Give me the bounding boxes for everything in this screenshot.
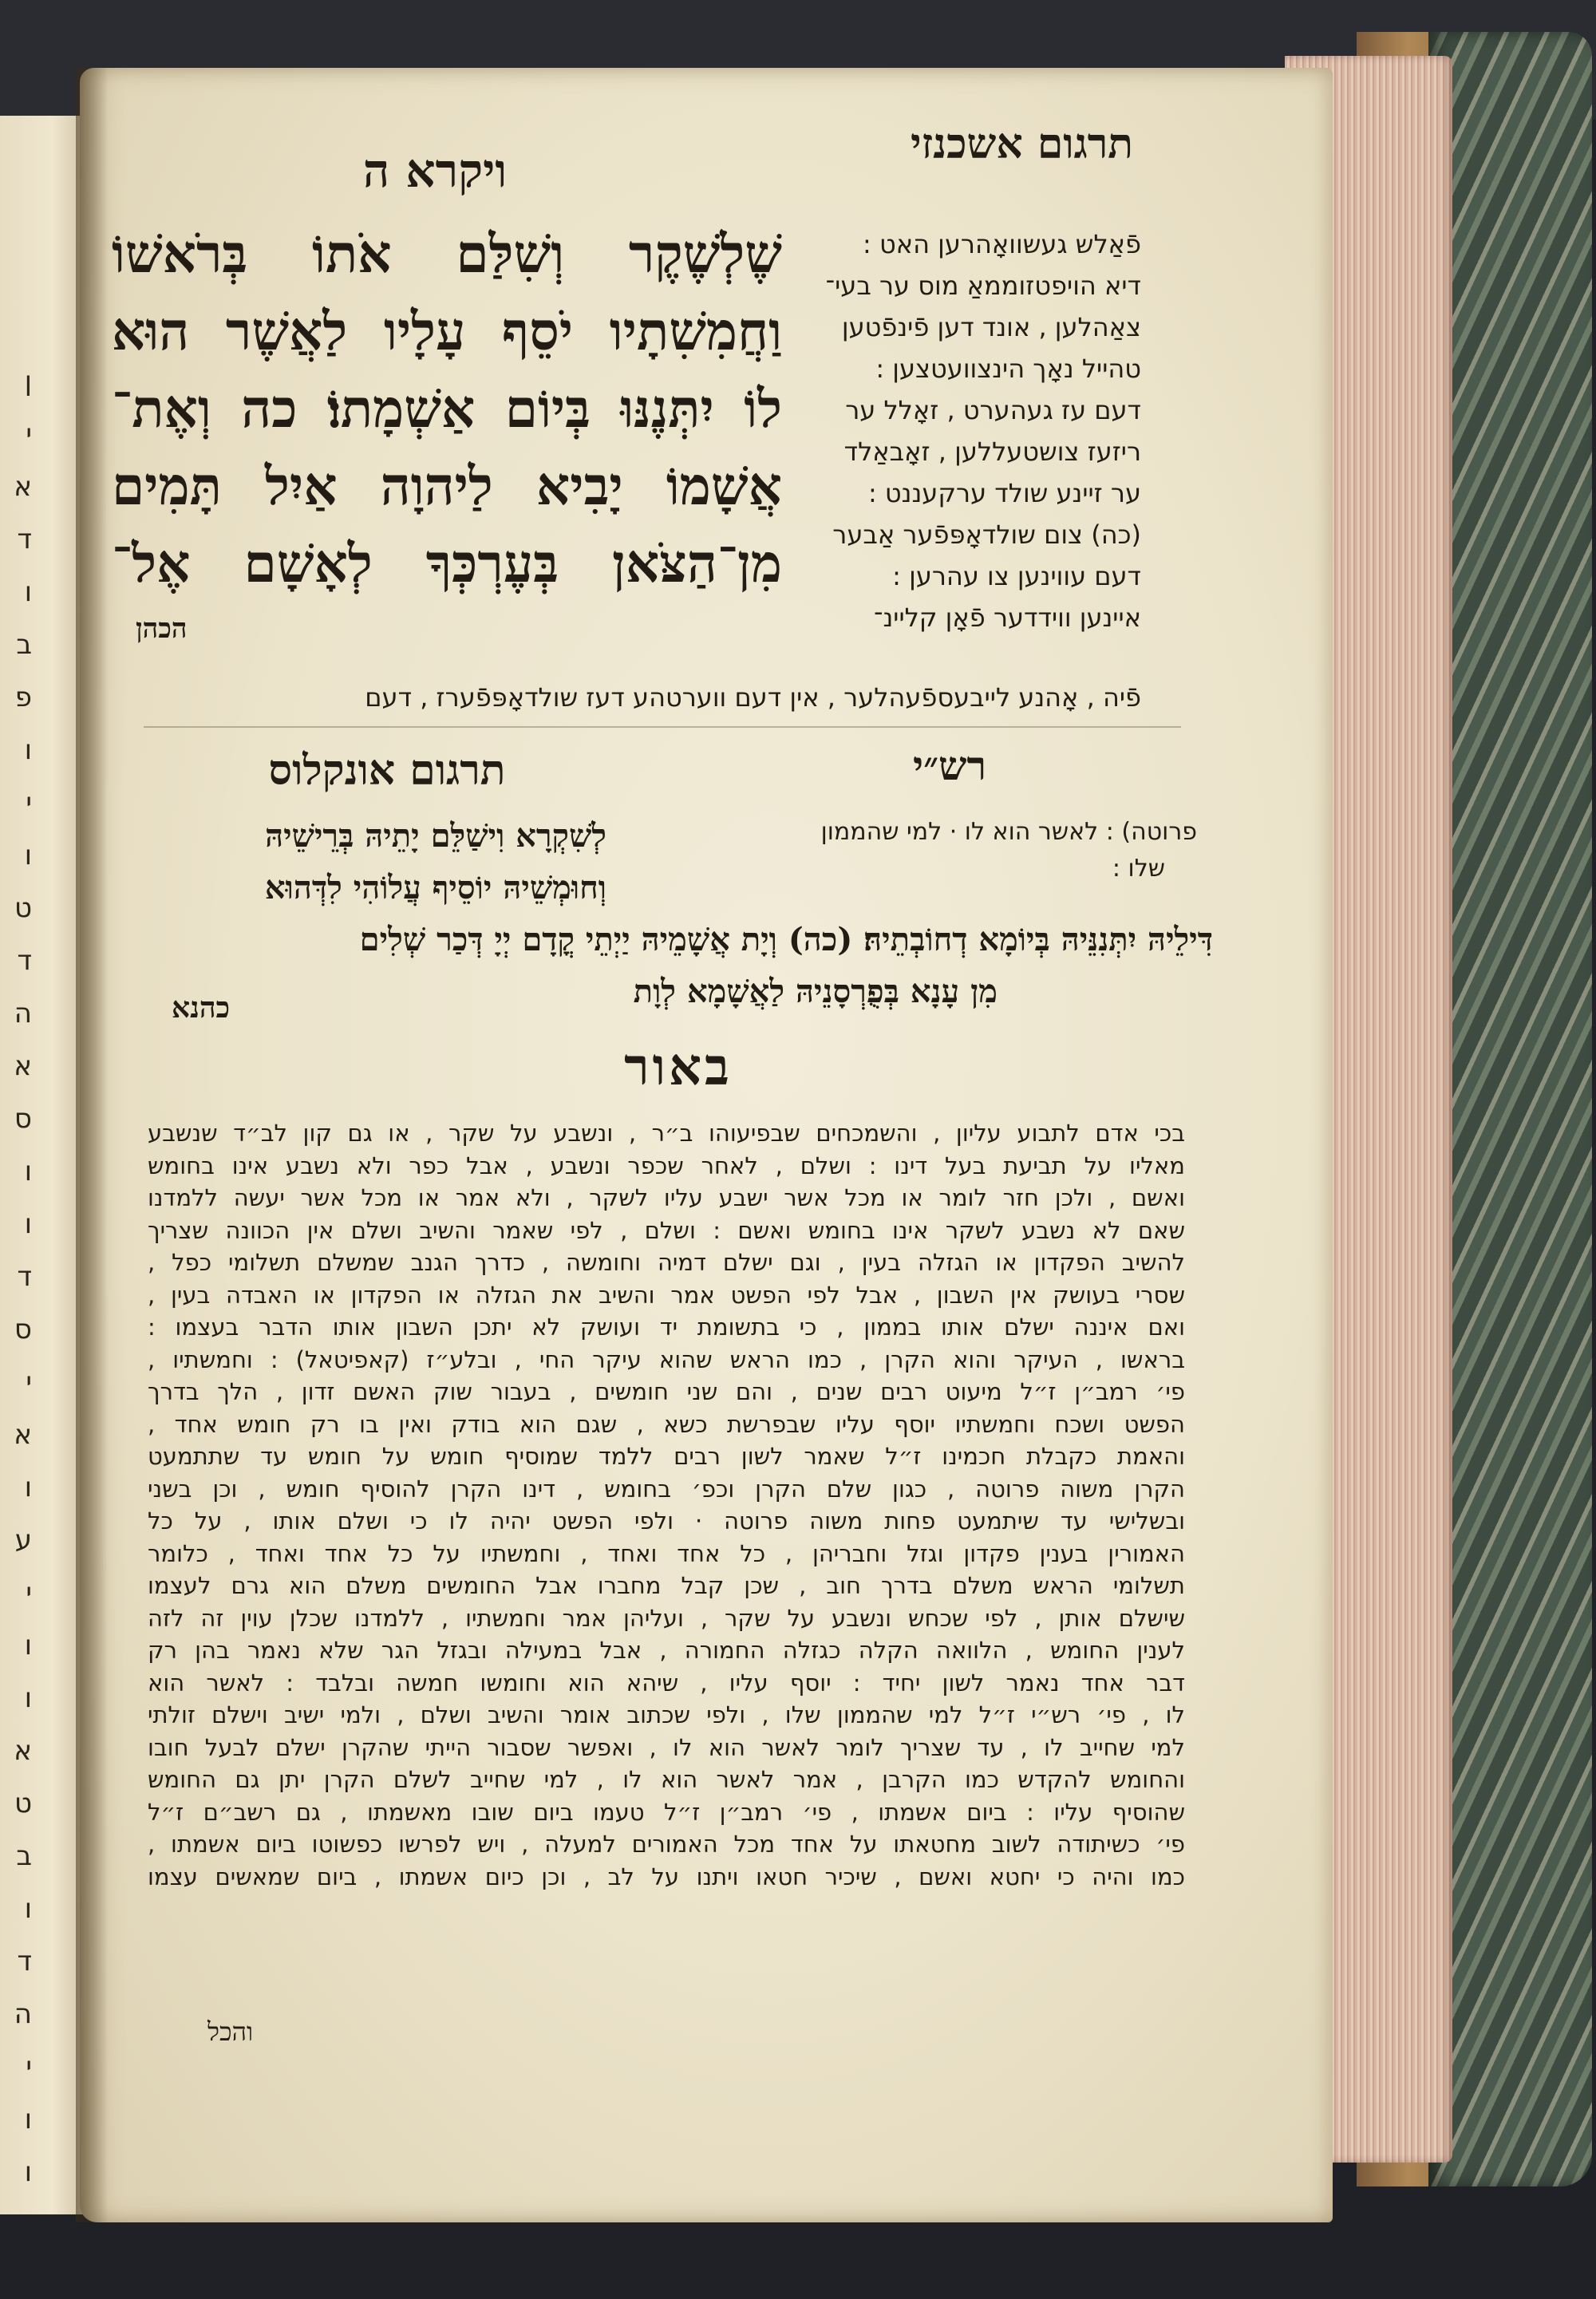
facing-page-letter: י bbox=[26, 2051, 32, 2083]
facing-page-letter: י bbox=[26, 1366, 32, 1398]
facing-page-letter: ד bbox=[17, 945, 32, 977]
german-line: פֿאַלש געשוואָהרען האט : bbox=[862, 229, 1141, 259]
facing-page-edge bbox=[0, 116, 88, 2214]
rashi-line: פרוטה) : לאשר הוא לו · למי שהממון bbox=[820, 818, 1197, 846]
biur-line: דבר אחד נאמר לשון יחיד : יוסף עליו , שיהא הוא וחומשו חמשה ובלבד : לאשר הוא bbox=[148, 1669, 1185, 1697]
facing-page-letter: ה bbox=[14, 997, 32, 1029]
onkelos-line: וְחוּמְשֵׁיהּ יוֹסֵיף עֲלוֹהִי לִדְּהוּא bbox=[264, 869, 606, 907]
onkelos-upper bbox=[160, 810, 606, 914]
biur-line: בכי אדם לתבוע עליון , והשמכחים שבפיעוהו ב״ר , ונשבע על שקר , או גם קון לב״ד שנשבע bbox=[148, 1120, 1185, 1147]
biur-line: למי שחייב לו , עד שצריך לומר לאשר הוא לו , ואפשר שסבור הייתי שהקרן ישלם לבעל חובו bbox=[148, 1733, 1185, 1761]
facing-page-letter: ד bbox=[17, 1261, 32, 1293]
biur-line: להשיב הפקדון או הגזלה בעין , וגם ישלם דמיה וחומשה , כדרך הגנב שמשלם תשלומי כפל , bbox=[148, 1249, 1185, 1276]
german-line: דעם עז געהערט , זאָלל ער bbox=[845, 395, 1141, 425]
facing-page-letter: ב bbox=[16, 629, 32, 661]
biur-line: והחומש להקדש כמו הקרבן , אמר לאשר הוא לו , למי שחייב לשלם הקרן יתן גם החומש bbox=[148, 1766, 1185, 1793]
german-translation-column bbox=[798, 223, 1141, 638]
rashi-line: שלו : bbox=[1112, 855, 1165, 883]
facing-page-letter: ט bbox=[14, 1787, 32, 1819]
facing-page-letter: ו bbox=[24, 1893, 32, 1925]
facing-page-letter: ן bbox=[24, 365, 32, 397]
biur-line: מאליו על תביעת בעל דינו : ושלם , לאחר שכפר ונשבע , אבל כפר ולא נשבע אינו בחומש bbox=[148, 1151, 1185, 1179]
verse-line: שֶׁלְשֶׁקֶר וְשִׁלַּם אֹתוֹ בְּרֹאשׁוֹ bbox=[112, 223, 782, 285]
biur-line: והאמת כקבלת חכמינו ז״ל שאמר לשון רבים ללמד שמוסיף חומש על חומש עד שתתמעט bbox=[148, 1443, 1185, 1470]
biur-line: לענין החומש , הלוואה הקלה כגזלה החמורה , אבל במעילה ובגזל הגר שלא נאמר בהן רק bbox=[148, 1637, 1185, 1664]
onkelos-line: דִּילֵיהּ יִתְּנִנֵּיהּ בְּיוֹמָא דְחוֹבְתֵיהּ׃ (כה) וְיָת אֲשָׁמֵיהּ יַיְתֵי קֳדָם יְיָ דְּכַר שְׁלִים bbox=[359, 921, 1213, 958]
facing-page-letter: א bbox=[14, 1735, 32, 1767]
german-line: דיא הויפטזוממאַ מוס ער בעי־ bbox=[825, 271, 1141, 301]
marbled-cover bbox=[1428, 32, 1592, 2186]
biur-line: כמו והיה כי יחטא ואשם , שיכיר חטאו ויתנו על לב , וכן כיום אשמתו , ביום שמאשים עצמו bbox=[148, 1863, 1185, 1890]
german-line: איינען ווידדער פֿאָן קליינ־ bbox=[873, 602, 1141, 633]
onkelos-line: לְשִׁקְרָא וִישַׁלֵּם יָתֵיהּ בְּרֵישֵׁיהּ bbox=[265, 817, 606, 855]
facing-page-letter: ו bbox=[24, 2103, 32, 2135]
gutter-shadow bbox=[76, 68, 108, 2222]
running-header-vayikra: ויקרא ה bbox=[362, 144, 508, 198]
facing-page-letter: ו bbox=[24, 1682, 32, 1714]
facing-page-letter: ס bbox=[14, 1313, 32, 1345]
facing-page-letter: א bbox=[14, 471, 32, 503]
facing-page-letter: ד bbox=[17, 523, 32, 555]
facing-page-letter: י bbox=[26, 418, 32, 450]
biur-line: תשלומי הראש משלם בדרך חוב , שכן קבל מחברו אבל החומשים משלם הוא גרם לעצמו bbox=[148, 1572, 1185, 1599]
facing-page-letter: א bbox=[14, 1050, 32, 1082]
biur-line: בראשו , העיקר והוא הקרן , כמו הראש שהוא עיקר החי , ובלע״ז (קאפיטאל) : וחמשתיו , bbox=[148, 1345, 1185, 1373]
facing-page-letter: י bbox=[26, 1577, 32, 1609]
facing-page-letter: ו bbox=[24, 734, 32, 766]
biur-line: שישלם אותן , לפי שכחש ונשבע על שקר , ועליהן אמר וחמשתיו , ללמדנו שכלן עוין זה לזה bbox=[148, 1604, 1185, 1632]
verse-catchword: הכהן bbox=[136, 613, 188, 645]
facing-page-letter: ו bbox=[24, 1208, 32, 1240]
facing-page-letter: ט bbox=[14, 892, 32, 924]
facing-page-letter: י bbox=[26, 787, 32, 819]
biur-line: פי׳ כשיתודה לשוב מחטאתו על אחד מכל האמורים למעלה , ויש לפרשו כפשוטו ביום אשמתו , bbox=[148, 1831, 1185, 1858]
biur-catchword: והכל bbox=[207, 2017, 254, 2047]
facing-page-letter: ו bbox=[24, 839, 32, 871]
facing-page-letter: ו bbox=[24, 576, 32, 608]
biur-line: שאם לא נשבע לשקר אינו בחומש ואשם : ושלם , לפי שאמר והשיב ושלם אין הכוונה שצריך bbox=[148, 1216, 1185, 1244]
german-line: טהייל נאָך הינצוועטצען : bbox=[875, 354, 1141, 384]
biur-line: ואשם , ולכן חזר לומר או מכל אשר ישבע עליו לשקר , ולא אמר או מכל אשר יעשה ללמדנו bbox=[148, 1184, 1185, 1211]
running-header-targum-ashkenazi: תרגום אשכנזי bbox=[911, 120, 1133, 168]
german-line: ער זיינע שולד ערקעננט : bbox=[867, 478, 1141, 508]
facing-page-letter: ס bbox=[14, 1103, 32, 1135]
section-divider bbox=[144, 726, 1181, 728]
facing-page-letter: ע bbox=[14, 1524, 32, 1556]
facing-page-letter: א bbox=[14, 1419, 32, 1451]
rashi-heading: רש״י bbox=[912, 742, 987, 789]
verse-line: וַחֲמִשִׁתָיו יֹסֵף עָלָיו לַאֲשֶׁר הוּא bbox=[112, 300, 782, 362]
biur-line: האמורין בענין פקדון וגזל וחבריהן , כל אחד ואחד , וחמשתיו על כל אחד ואחד , כלומר bbox=[148, 1539, 1185, 1567]
german-wide-line: פֿיה , אָהנע לייבעספֿעהלער , אין דעם ווערטהע דעז שולדאָפּפֿערז , דעם bbox=[365, 682, 1141, 713]
facing-page-text-fragment bbox=[0, 355, 32, 2206]
german-line: דעם עווינען צו עהרען : bbox=[892, 561, 1141, 591]
onkelos-heading: תרגום אונקלוס bbox=[268, 746, 506, 795]
rashi-commentary bbox=[622, 814, 1197, 887]
facing-page-letter: ה bbox=[14, 1998, 32, 2030]
german-line: (כה) צום שולדאָפּפֿער אַבער bbox=[832, 519, 1141, 550]
facing-page-letter: ב bbox=[16, 1840, 32, 1872]
facing-page-letter: ו bbox=[24, 2156, 32, 2188]
german-line: צאַהלען , אונד דען פֿינפֿטען bbox=[841, 312, 1141, 342]
facing-page-letter: פ bbox=[14, 681, 32, 713]
biur-line: שהוסיף עליו : ביום אשמתו , פי׳ רמב״ן ז״ל טעמו ביום שובו מאשמתו , גם רשב״ם ז״ל bbox=[148, 1798, 1185, 1826]
torah-verse-block bbox=[112, 215, 782, 602]
biur-line: לו , פי׳ רש״י ז״ל למי שהממון שלו , ולפי שכתוב אומר והשיב ושלם , ולמי ישיב וישלם זולתי bbox=[148, 1701, 1185, 1728]
german-line: ריזעז צושטעללען , זאָבאַלד bbox=[843, 436, 1141, 467]
verse-line: מִן־הַצֹּאן בְּעֶרְכְּךָ לְאָשָׁם אֶל־ bbox=[112, 532, 782, 595]
onkelos-catchword: כהנא bbox=[172, 991, 231, 1025]
onkelos-line: מִן עָנָא בְּפֻרְסָנֵיהּ לַאֲשָׁמָא לְוָת bbox=[633, 973, 998, 1010]
biur-line: פי׳ רמב״ן ז״ל מיעוט רבים שנים , והם שני חומשים , בעבור שוק האשם זדון , הלך בדרך bbox=[148, 1378, 1185, 1405]
facing-page-letter: ו bbox=[24, 1155, 32, 1187]
verse-line: אֲשָׁמוֹ יָבִיא לַיהוָה אַיִל תָּמִים bbox=[112, 455, 782, 517]
biur-line: ובשלישי עד שיתמעט פחות משוה פרוטה · ולפי הפשט יהיה לו כי ושלם אותו , על כל bbox=[148, 1507, 1185, 1535]
facing-page-letter: ד bbox=[17, 1945, 32, 1977]
facing-page-letter: ו bbox=[24, 1629, 32, 1661]
biur-line: הפשט ושכח וחמשתיו יוסף עליו שבפרשת כשא , שגם הוא בודק ואין בו רק חומש אחד , bbox=[148, 1410, 1185, 1438]
biur-line: הקרן משוה פרוטה , כגון שלם הקרן וכפ׳ בחומש , דינו הקרן להוסיף חומש , וכן בשני bbox=[148, 1475, 1185, 1503]
biur-commentary bbox=[148, 1117, 1185, 1893]
facing-page-letter: ו bbox=[24, 1471, 32, 1503]
biur-line: שסרי בעושק אין השבון , אבל לפי הפשט אמר והשיב את הגזלה או הפקדון או האבדה בעין , bbox=[148, 1281, 1185, 1309]
biur-line: ואם איננה ישלם אותו בממון , כי בתשומת יד ועושק לא יתכן השבון אותו הדבר בעצמו : bbox=[148, 1313, 1185, 1341]
verse-line: לוֹ יִתְּנֶנּוּ בְּיוֹם אַשְׁמָתוֹ׃ כה וְאֶת־ bbox=[112, 377, 782, 440]
biur-heading: באור bbox=[624, 1037, 733, 1097]
